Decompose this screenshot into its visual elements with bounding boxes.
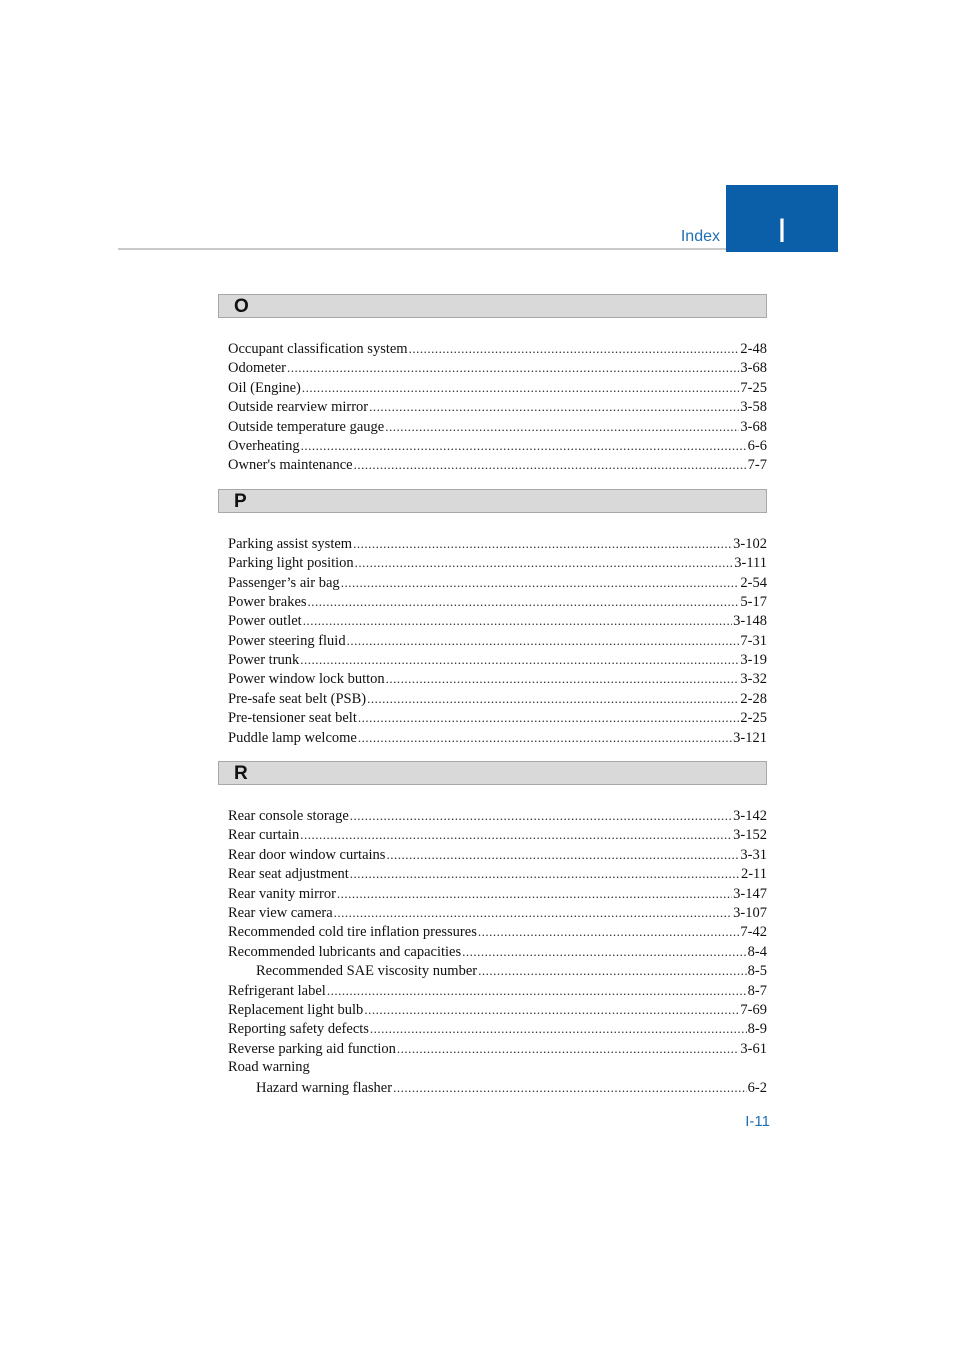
entry-page: 7-42 [740, 924, 767, 941]
index-subentry[interactable] [218, 1078, 767, 1097]
entry-page: 8-4 [747, 943, 767, 960]
index-entry[interactable] [218, 553, 767, 572]
entry-page: 3-32 [740, 671, 767, 688]
entry-label: Hazard warning flasher [256, 1079, 393, 1096]
index-entry[interactable] [218, 611, 767, 630]
entry-page: 3-152 [733, 827, 767, 844]
entry-page: 3-68 [740, 360, 767, 377]
index-entry[interactable] [218, 631, 767, 650]
entry-page: 7-69 [740, 1001, 767, 1018]
entry-label: Refrigerant label [228, 982, 326, 999]
dot-leader [341, 573, 740, 592]
entry-page: 3-61 [740, 1040, 767, 1057]
index-body [218, 294, 767, 1111]
dot-leader [478, 961, 747, 980]
entry-label: Odometer [228, 360, 286, 377]
dot-leader [409, 339, 740, 358]
index-entry[interactable] [218, 689, 767, 708]
dot-leader [353, 534, 732, 553]
header-tab-letter: I [777, 212, 787, 250]
dot-leader [367, 689, 739, 708]
index-entry[interactable] [218, 806, 767, 825]
index-entry[interactable] [218, 378, 767, 397]
entry-label: Outside temperature gauge [228, 418, 385, 435]
entry-page: 2-28 [740, 690, 767, 707]
dot-leader [386, 845, 739, 864]
entry-page: 6-2 [747, 1079, 767, 1096]
dot-leader [347, 631, 740, 650]
dot-leader [370, 1019, 747, 1038]
index-entry[interactable] [218, 1058, 767, 1077]
entry-page: 3-111 [734, 555, 767, 572]
index-entry[interactable] [218, 669, 767, 688]
entry-list [218, 785, 767, 1097]
dot-leader [308, 592, 740, 611]
dot-leader [385, 417, 739, 436]
entry-page: 3-31 [740, 846, 767, 863]
index-entry[interactable] [218, 864, 767, 883]
dot-leader [354, 455, 747, 474]
index-entry[interactable] [218, 592, 767, 611]
dot-leader [301, 436, 747, 455]
index-entry[interactable] [218, 339, 767, 358]
dot-leader [478, 922, 740, 941]
entry-page: 3-102 [733, 535, 767, 552]
entry-page: 7-31 [740, 632, 767, 649]
dot-leader [300, 650, 739, 669]
index-entry[interactable] [218, 922, 767, 941]
entry-label: Recommended lubricants and capacities [228, 943, 462, 960]
section-header: O [218, 294, 767, 318]
index-entry[interactable] [218, 825, 767, 844]
index-entry[interactable] [218, 397, 767, 416]
dot-leader [393, 1078, 747, 1097]
index-entry[interactable] [218, 1039, 767, 1058]
entry-page: 3-58 [740, 399, 767, 416]
entry-label: Power steering fluid [228, 632, 346, 649]
entry-label: Rear console storage [228, 808, 349, 825]
entry-page: 8-7 [747, 982, 767, 999]
entry-page: 7-7 [747, 457, 767, 474]
entry-page: 8-5 [747, 963, 767, 980]
entry-label: Power trunk [228, 652, 300, 669]
index-entry[interactable] [218, 903, 767, 922]
dot-leader [350, 864, 740, 883]
entry-page: 3-148 [733, 613, 767, 630]
entry-label: Power brakes [228, 593, 307, 610]
index-entry[interactable] [218, 534, 767, 553]
entry-label: Recommended cold tire inflation pressures [228, 924, 477, 941]
index-entry[interactable] [218, 573, 767, 592]
entry-label: Occupant classification system [228, 341, 408, 357]
entry-page: 2-54 [740, 574, 767, 591]
index-entry[interactable] [218, 455, 767, 474]
dot-leader [355, 553, 734, 572]
index-entry[interactable] [218, 981, 767, 1000]
section-p [218, 489, 767, 747]
index-entry[interactable] [218, 942, 767, 961]
entry-page: 7-25 [740, 379, 767, 396]
dot-leader [364, 1000, 739, 1019]
entry-label: Recommended SAE viscosity number [256, 963, 478, 980]
dot-leader [386, 669, 740, 688]
index-entry[interactable] [218, 650, 767, 669]
dot-leader [462, 942, 747, 961]
index-entry[interactable] [218, 1000, 767, 1019]
entry-page: 3-121 [733, 729, 767, 746]
section-header: R [218, 761, 767, 785]
entry-label: Pre-safe seat belt (PSB) [228, 690, 367, 707]
dot-leader [303, 611, 732, 630]
entry-page: 5-17 [740, 593, 767, 610]
section-header: P [218, 489, 767, 513]
entry-page: 8-9 [747, 1021, 767, 1038]
entry-label: Owner's maintenance [228, 457, 353, 474]
entry-label: Replacement light bulb [228, 1001, 364, 1018]
dot-leader [397, 1039, 740, 1058]
entry-page: 2-48 [740, 341, 767, 357]
index-entry[interactable] [218, 417, 767, 436]
dot-leader [358, 728, 732, 747]
entry-page: 3-68 [740, 418, 767, 435]
dot-leader [327, 981, 747, 1000]
entry-label: Oil (Engine) [228, 379, 301, 396]
entry-label: Parking light position [228, 555, 354, 572]
dot-leader [300, 825, 732, 844]
entry-list [218, 513, 767, 747]
entry-page: 3-19 [740, 652, 767, 669]
entry-page: 2-11 [740, 866, 767, 883]
index-entry[interactable] [218, 358, 767, 377]
dot-leader [358, 708, 740, 727]
entry-page: 3-107 [733, 904, 767, 921]
entry-label: Rear seat adjustment [228, 866, 349, 883]
entry-label: Rear vanity mirror [228, 885, 336, 902]
section-r [218, 761, 767, 1097]
index-entry[interactable] [218, 845, 767, 864]
entry-label: Rear door window curtains [228, 846, 386, 863]
entry-label: Reverse parking aid function [228, 1040, 396, 1057]
index-entry[interactable] [218, 436, 767, 455]
index-entry[interactable] [218, 708, 767, 727]
entry-label: Rear view camera [228, 904, 333, 921]
dot-leader [334, 903, 732, 922]
index-entry[interactable] [218, 728, 767, 747]
header-title: Index [680, 228, 720, 245]
entry-label: Pre-tensioner seat belt [228, 710, 357, 727]
entry-label: Rear curtain [228, 827, 300, 844]
dot-leader [350, 806, 732, 825]
entry-label: Overheating [228, 437, 300, 454]
entry-page: 3-147 [733, 885, 767, 902]
section-o [218, 294, 767, 475]
dot-leader [302, 378, 740, 397]
dot-leader [369, 397, 739, 416]
entry-label: Puddle lamp welcome [228, 729, 357, 746]
entry-label: Reporting safety defects [228, 1021, 369, 1038]
entry-label: Road warning [228, 1059, 310, 1076]
entry-label: Power window lock button [228, 671, 385, 688]
entry-label: Outside rearview mirror [228, 399, 369, 416]
dot-leader [287, 358, 739, 377]
entry-label: Power outlet [228, 613, 302, 630]
index-entry[interactable] [218, 1019, 767, 1038]
header-rule [118, 248, 726, 250]
entry-label: Passenger’s air bag [228, 574, 340, 591]
entry-page: 2-25 [740, 710, 767, 727]
index-subentry[interactable] [218, 961, 767, 980]
entry-page: 3-142 [733, 808, 767, 825]
dot-leader [337, 884, 732, 903]
index-entry[interactable] [218, 884, 767, 903]
page-number: I-11 [745, 1113, 770, 1130]
header-tab [726, 185, 838, 252]
entry-page: 6-6 [747, 437, 767, 454]
entry-list [218, 318, 767, 475]
entry-label: Parking assist system [228, 535, 353, 552]
